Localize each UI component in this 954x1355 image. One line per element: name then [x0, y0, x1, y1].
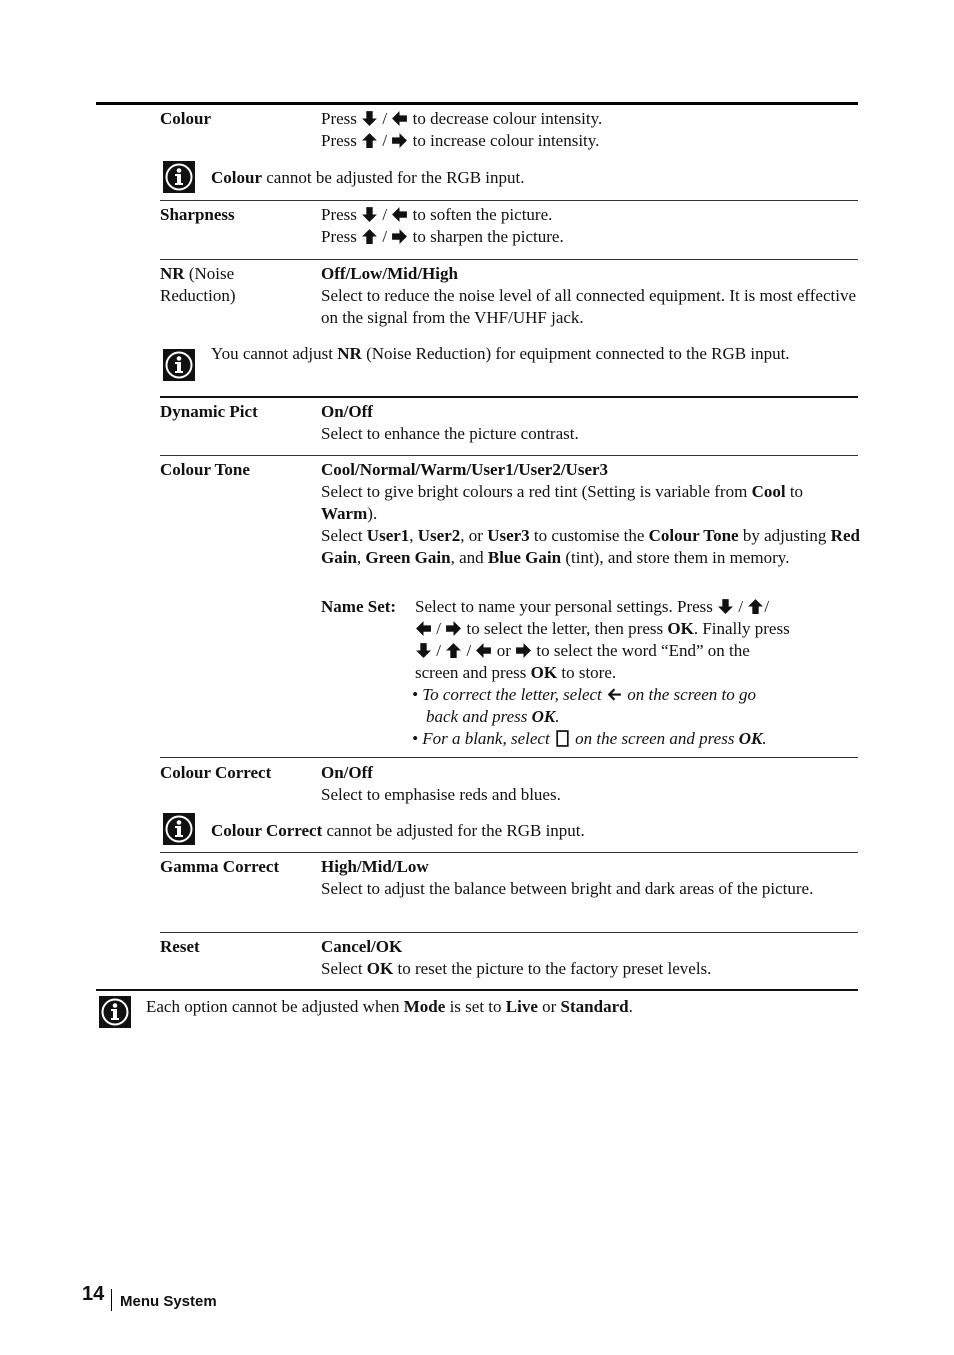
row-description: Press / to decrease colour intensity. Press / to increase colour intensity. — [321, 109, 603, 150]
divider — [160, 396, 858, 398]
blank-box-icon — [554, 730, 571, 747]
arrow-left-icon — [391, 110, 408, 127]
page-number: 14 — [82, 1283, 105, 1305]
arrow-right-icon — [391, 132, 408, 149]
arrow-up-icon — [361, 228, 378, 245]
divider — [160, 259, 858, 260]
row-description: High/Mid/Low Select to adjust the balance between bright and dark areas of the picture. — [321, 857, 814, 898]
row-noise-reduction — [160, 263, 858, 333]
arrow-up-icon — [361, 132, 378, 149]
bottom-rule — [96, 989, 858, 991]
row-sharpness — [160, 204, 858, 254]
arrow-right-icon — [391, 228, 408, 245]
divider — [160, 757, 858, 758]
top-rule — [96, 102, 858, 105]
name-set-label: Name Set: — [321, 597, 397, 616]
row-label: Colour Tone — [160, 460, 250, 479]
row-gamma-correct — [160, 856, 858, 928]
arrow-down-icon — [361, 206, 378, 223]
row-colour-correct — [160, 762, 858, 812]
back-arrow-icon — [606, 686, 623, 703]
row-label: NR (Noise Reduction) — [160, 264, 236, 305]
row-colour-tone — [160, 459, 858, 754]
row-description: Cancel/OK Select OK to reset the picture to the factory preset levels. — [321, 937, 712, 978]
row-description: On/Off Select to enhance the picture contrast. — [321, 402, 579, 443]
divider — [160, 932, 858, 933]
note-colour-correct-rgb: Colour Correct cannot be adjusted for the RGB input. — [163, 813, 853, 847]
row-description: Cool/Normal/Warm/User1/User2/User3 Select to give bright colours a red tint (Setting is variable from Cool to Warm). Select User1, User2, or User3 to customise the Colour Tone by adjusting Red Gain, Green Gain, and Blue Gain (tint), and store them in memory. — [321, 460, 860, 567]
note-colour-rgb: Colour cannot be adjusted for the RGB input. — [163, 161, 853, 195]
arrow-left-icon — [475, 642, 492, 659]
row-label: Sharpness — [160, 205, 235, 224]
info-icon — [163, 161, 195, 193]
bullet-blank: • For a blank, select on the screen and press OK. — [412, 729, 767, 748]
row-reset — [160, 936, 858, 986]
info-icon — [99, 996, 131, 1028]
divider — [160, 455, 858, 456]
info-icon — [163, 813, 195, 845]
note-nr-rgb: You cannot adjust NR (Noise Reduction) for equipment connected to the RGB input. — [163, 343, 853, 387]
row-label: Gamma Correct — [160, 857, 280, 876]
info-icon — [163, 349, 195, 381]
divider — [160, 852, 858, 853]
row-description: Press / to soften the picture. Press / to sharpen the picture. — [321, 205, 564, 246]
row-label: Colour Correct — [160, 763, 272, 782]
row-colour — [160, 108, 858, 158]
arrow-up-icon — [445, 642, 462, 659]
row-dynamic-pict — [160, 401, 858, 451]
arrow-up-icon — [747, 598, 764, 615]
note-mode-restriction: Each option cannot be adjusted when Mode is set to Live or Standard. — [99, 996, 849, 1030]
bullet-correct-letter: • To correct the letter, select on the screen to go back and press OK. — [412, 685, 756, 726]
row-description: On/Off Select to emphasise reds and blues. — [321, 763, 561, 804]
row-label: Colour — [160, 109, 211, 128]
footer-separator — [111, 1289, 112, 1311]
row-label: Dynamic Pict — [160, 402, 258, 421]
page-footer — [82, 1283, 217, 1310]
row-description: Off/Low/Mid/High Select to reduce the noise level of all connected equipment. It is most effective on the signal from the VHF/UHF jack. — [321, 264, 856, 327]
arrow-right-icon — [445, 620, 462, 637]
arrow-right-icon — [515, 642, 532, 659]
arrow-left-icon — [415, 620, 432, 637]
divider — [160, 200, 858, 201]
arrow-down-icon — [361, 110, 378, 127]
arrow-left-icon — [391, 206, 408, 223]
section-title: Menu System — [120, 1293, 217, 1310]
arrow-down-icon — [717, 598, 734, 615]
row-label: Reset — [160, 937, 200, 956]
name-set-block: Name Set: Select to name your personal settings. Press / / / to select the letter, then press OK. Finally press / / or to select the word “End” on the screen and press OK to store. • To correct the letter, select on the screen to go back and press OK. • For a blank, select on the screen and press OK. — [321, 596, 861, 751]
arrow-down-icon — [415, 642, 432, 659]
